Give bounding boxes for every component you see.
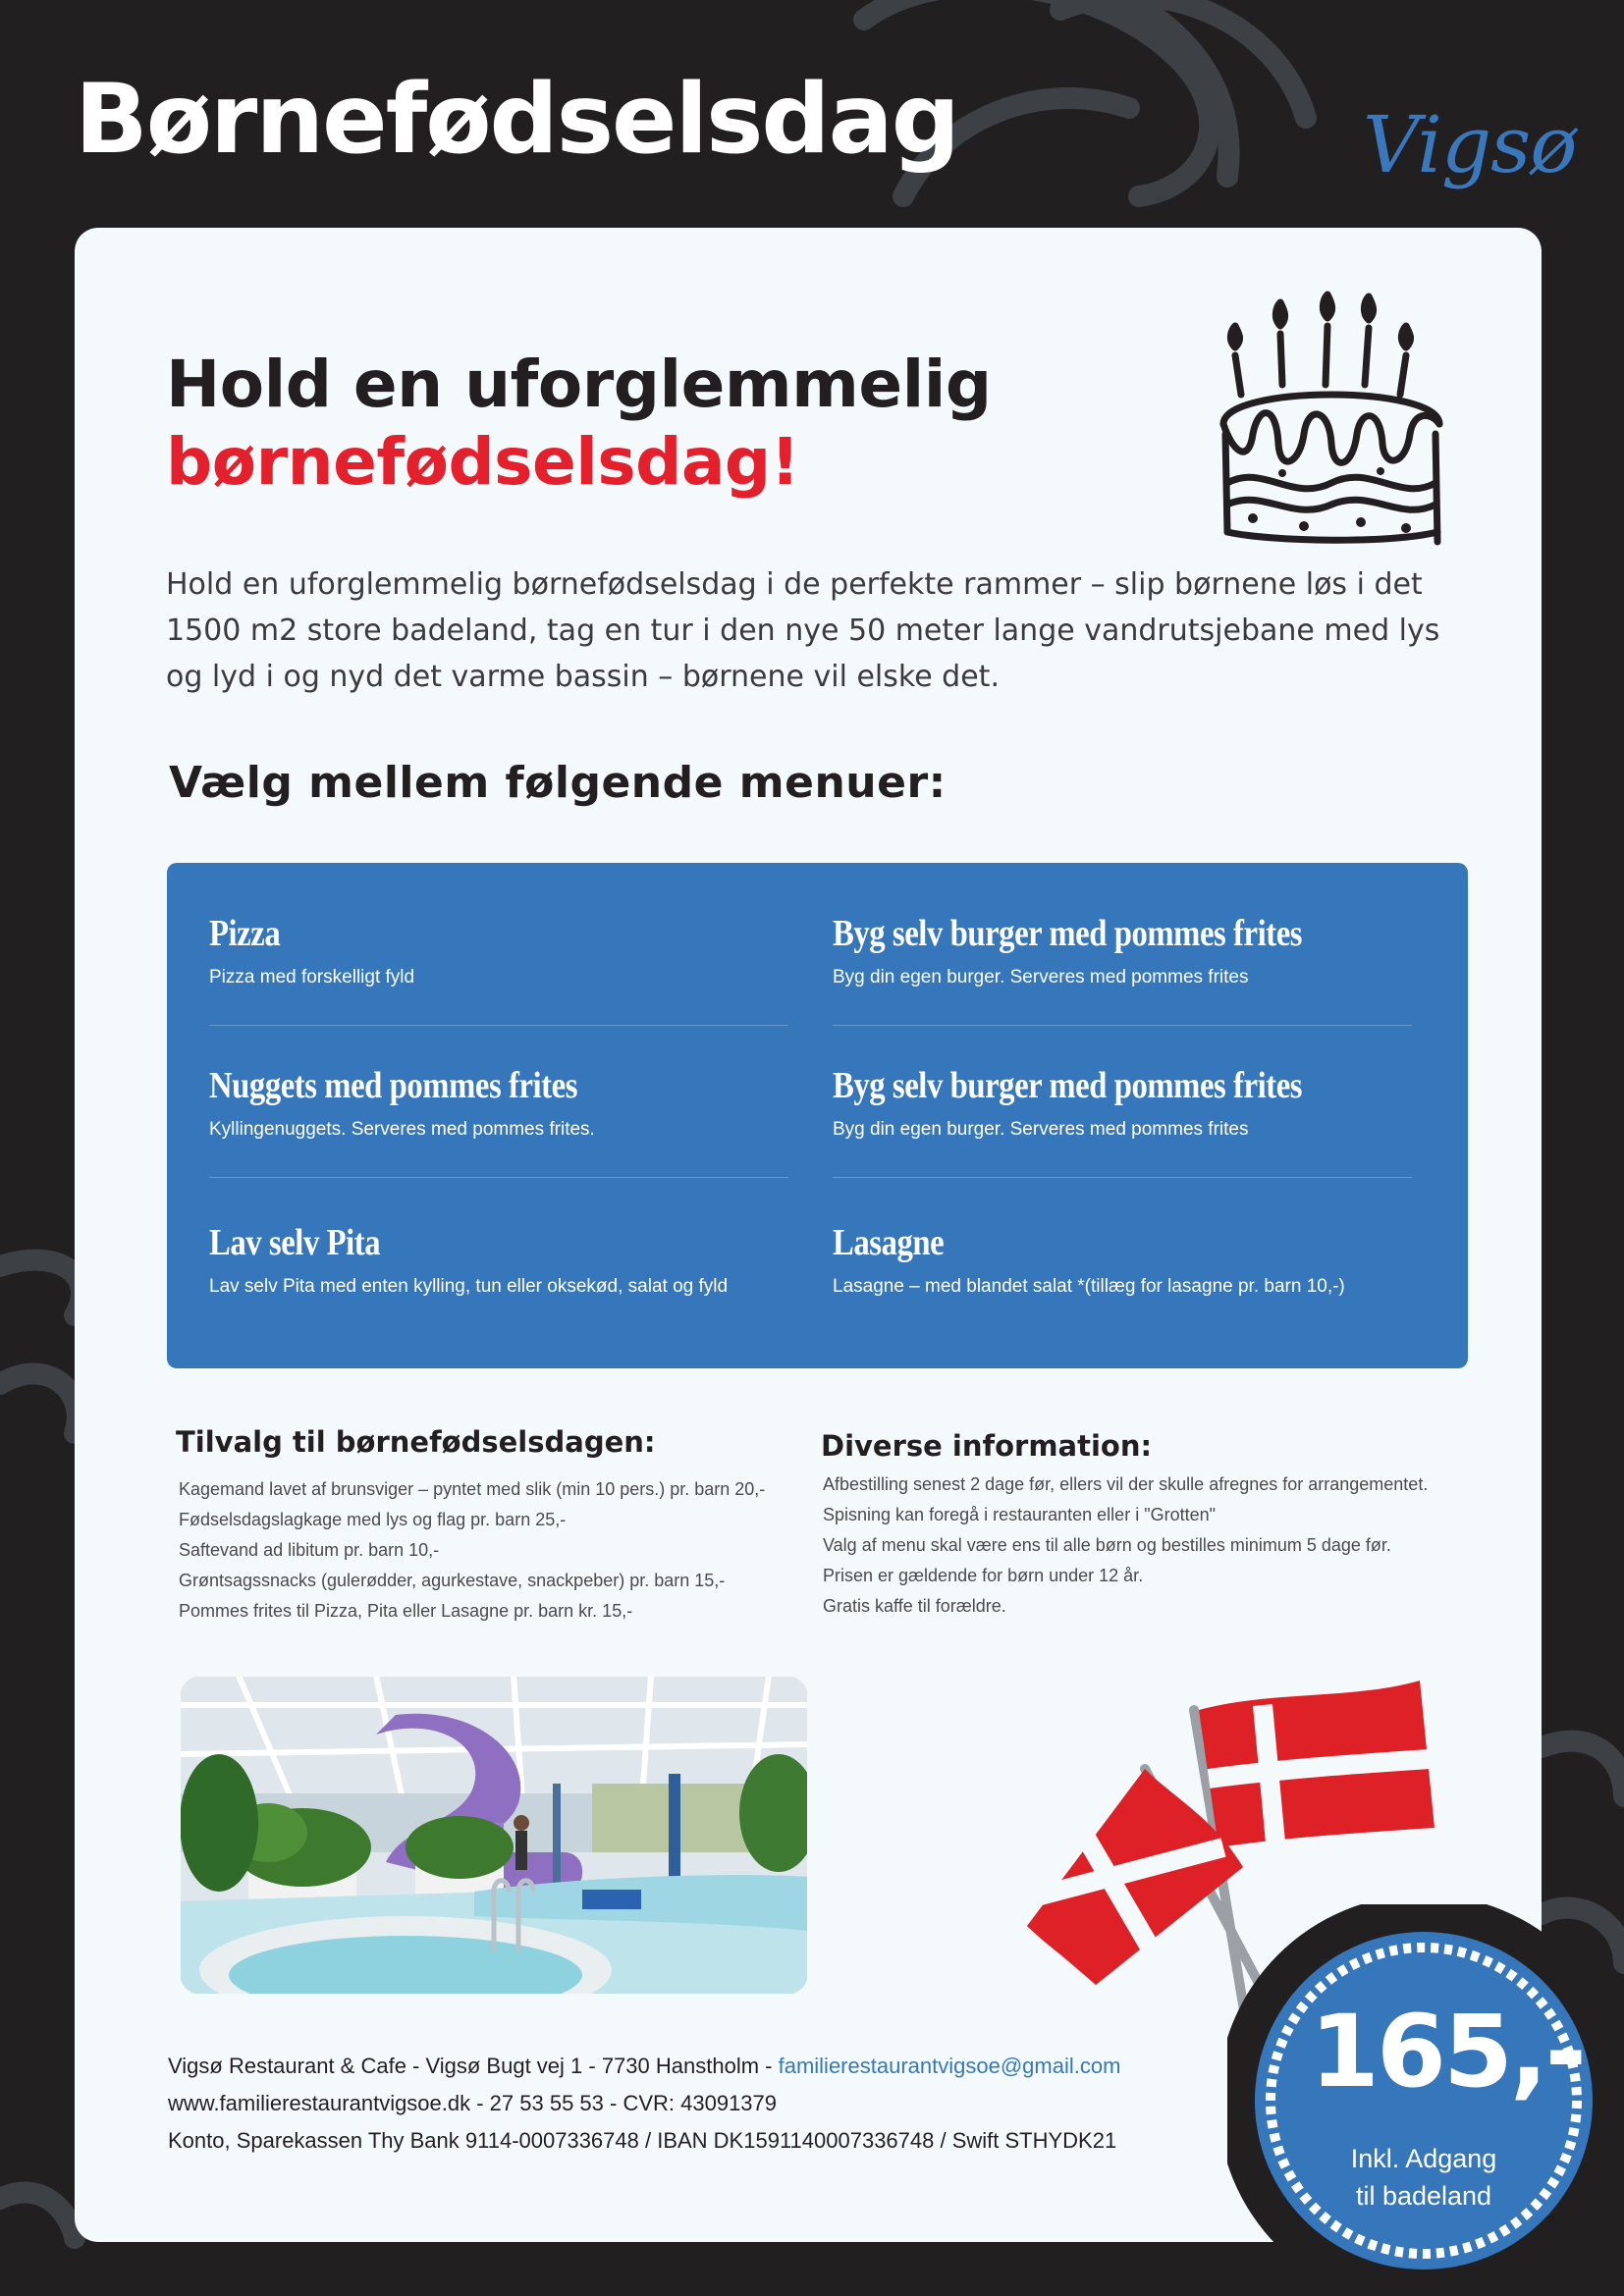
info-item: Spisning kan foregå i restauranten eller i "Grotten"	[823, 1505, 1216, 1524]
menu-divider	[833, 1025, 1412, 1026]
menu-item	[833, 1064, 1412, 1141]
menu-item-description: Pizza med forskelligt fyld	[209, 966, 415, 988]
info-heading: Diverse information:	[821, 1429, 1153, 1463]
extras-item: Pommes frites til Pizza, Pita eller Lasagne pr. barn kr. 15,-	[179, 1601, 633, 1621]
menu-item	[209, 912, 788, 988]
footer-address-line	[168, 2048, 1209, 2085]
price-caption-line-1: Inkl. Adgang	[1350, 2144, 1497, 2173]
menu-heading: Vælg mellem følgende menuer:	[169, 758, 947, 808]
extras-item: Grøntsagssnacks (gulerødder, agurkestave, snackpeber) pr. barn 15,-	[179, 1571, 726, 1590]
footer-bank: Konto, Sparekassen Thy Bank 9114-0007336748 / IBAN DK1591140007336748 / Swift STHYDK21	[168, 2128, 1117, 2153]
menu-item-description: Byg din egen burger. Serveres med pommes frites	[833, 966, 1249, 988]
menu-box	[167, 863, 1468, 1368]
menu-item-description: Lav selv Pita med enten kylling, tun eller oksekød, salat og fyld	[209, 1275, 729, 1297]
price-caption	[1310, 2140, 1538, 2215]
birthday-cake-icon	[1214, 287, 1449, 552]
headline	[166, 346, 992, 501]
menu-divider	[833, 1177, 1412, 1178]
menu-divider	[209, 1177, 788, 1178]
footer	[168, 2048, 1209, 2160]
menu-item	[833, 912, 1412, 988]
extras-item: Saftevand ad libitum pr. barn 10,-	[179, 1540, 440, 1560]
pool-photo	[180, 1676, 808, 1995]
menu-item-name: Byg selv burger med pommes frites	[833, 1065, 1303, 1106]
menu-item-name: Byg selv burger med pommes frites	[833, 913, 1303, 954]
price-badge	[1227, 1904, 1624, 2296]
menu-item-description: Kyllingenuggets. Serveres med pommes frites.	[209, 1118, 595, 1140]
menu-item-name: Nuggets med pommes frites	[209, 1065, 577, 1106]
info-item: Prisen er gældende for børn under 12 år.	[823, 1566, 1144, 1585]
headline-line-2: børnefødselsdag!	[166, 424, 800, 501]
menu-item	[833, 1221, 1412, 1298]
intro-text: Hold en uforglemmelig børnefødselsdag i de perfekte rammer – slip børnene løs i det 1500 m2 store badeland, tag en tur i den nye 50 meter lange vandrutsjebane med lys og lyd i og nyd det varme bassin – børnene vil elske det.	[166, 567, 1440, 694]
price-caption-line-2: til badeland	[1355, 2181, 1492, 2211]
menu-item-name: Lasagne	[833, 1222, 945, 1263]
headline-line-1: Hold en uforglemmelig	[166, 347, 992, 422]
extras-heading: Tilvalg til børnefødselsdagen:	[176, 1425, 656, 1459]
info-list	[823, 1469, 1428, 1622]
menu-item-name: Lav selv Pita	[209, 1222, 381, 1263]
menu-item	[209, 1064, 788, 1141]
menu-item-name: Pizza	[209, 913, 281, 954]
page-title: Børnefødselsdag	[75, 64, 958, 176]
extras-list	[179, 1474, 765, 1627]
info-item: Gratis kaffe til forældre.	[823, 1596, 1006, 1616]
menu-item-description: Byg din egen burger. Serveres med pommes frites	[833, 1118, 1249, 1140]
footer-email-link[interactable]: familierestaurantvigsoe@gmail.com	[778, 2054, 1121, 2078]
vigso-logo: Vigsø	[1363, 99, 1577, 190]
footer-address: Vigsø Restaurant & Cafe - Vigsø Bugt vej 1 - 7730 Hanstholm -	[168, 2054, 773, 2078]
menu-item	[209, 1221, 788, 1298]
menu-item-description: Lasagne – med blandet salat *(tillæg for lasagne pr. barn 10,-)	[833, 1275, 1345, 1297]
menu-divider	[209, 1025, 788, 1026]
extras-item: Kagemand lavet af brunsviger – pyntet med slik (min 10 pers.) pr. barn 20,-	[179, 1479, 766, 1499]
info-item: Afbestilling senest 2 dage før, ellers vil der skulle afregnes for arrangementet.	[823, 1474, 1429, 1494]
price-amount: 165,-	[1310, 1994, 1584, 2110]
footer-web: www.familierestaurantvigsoe.dk - 27 53 55 53 - CVR: 43091379	[168, 2091, 778, 2115]
extras-item: Fødselsdagslagkage med lys og flag pr. barn 25,-	[179, 1510, 567, 1529]
info-item: Valg af menu skal være ens til alle børn og bestilles minimum 5 dage før.	[823, 1535, 1391, 1555]
